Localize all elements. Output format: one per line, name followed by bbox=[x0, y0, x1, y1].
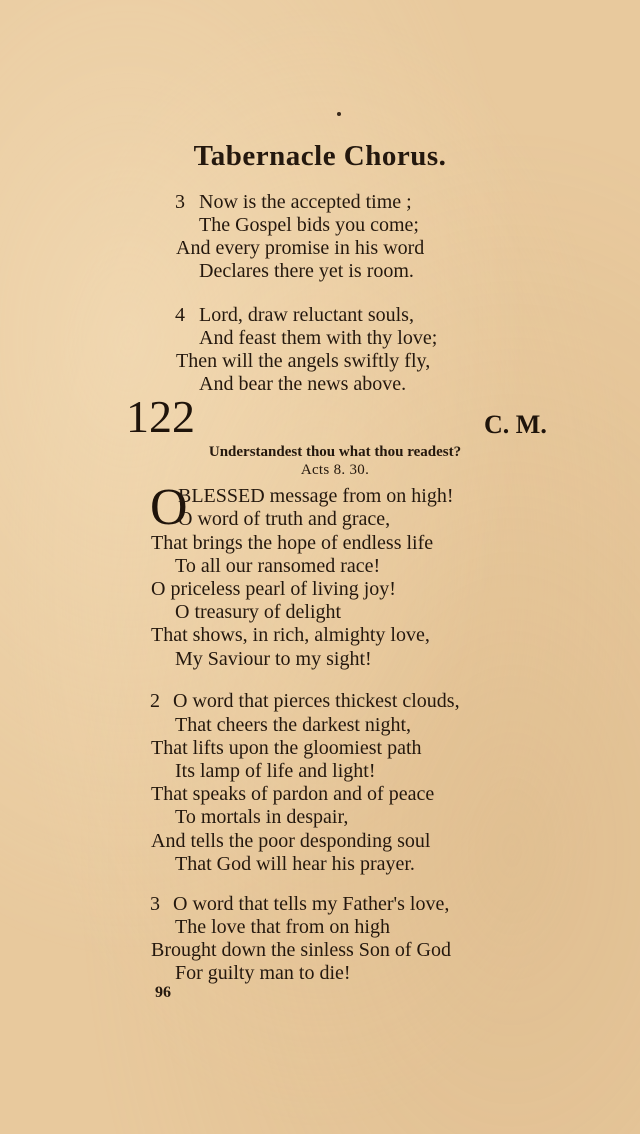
verse-line: That brings the hope of endless life bbox=[151, 532, 434, 554]
verse-line: That cheers the darkest night, bbox=[175, 714, 412, 736]
scripture-reference: Acts 8. 30. bbox=[300, 462, 370, 478]
verse-line: For guilty man to die! bbox=[175, 962, 351, 984]
verse-line: O word that tells my Father's love, bbox=[173, 893, 450, 915]
verse-line: The love that from on high bbox=[175, 916, 390, 938]
verse-line: That lifts upon the gloomiest path bbox=[151, 737, 422, 759]
running-header: Tabernacle Chorus. bbox=[193, 140, 447, 172]
verse-line: And tells the poor desponding soul bbox=[151, 830, 431, 852]
verse-line: My Saviour to my sight! bbox=[175, 648, 372, 670]
stanza-number: 4 bbox=[175, 304, 185, 326]
stanza-number: 3 bbox=[150, 893, 160, 915]
verse-line: O word of truth and grace, bbox=[178, 508, 391, 530]
verse-line: And bear the news above. bbox=[199, 373, 407, 395]
verse-line: And every promise in his word bbox=[176, 237, 425, 259]
verse-line: That shows, in rich, almighty love, bbox=[151, 624, 430, 646]
verse-line: That God will hear his prayer. bbox=[175, 853, 415, 875]
verse-line: Declares there yet is room. bbox=[199, 260, 414, 282]
stanza-number: 3 bbox=[175, 191, 185, 213]
verse-line: That speaks of pardon and of peace bbox=[151, 783, 435, 805]
verse-line: To mortals in despair, bbox=[175, 806, 349, 828]
verse-line: Lord, draw reluctant souls, bbox=[199, 304, 414, 326]
verse-line: O treasury of delight bbox=[175, 601, 342, 623]
verse-line: To all our ransomed race! bbox=[175, 555, 381, 577]
verse-line: BLESSED message from on high! bbox=[178, 485, 454, 507]
hymn-number: 122 bbox=[126, 391, 195, 442]
verse-line: The Gospel bids you come; bbox=[199, 214, 419, 236]
epigraph: Understandest thou what thou readest? bbox=[208, 444, 462, 460]
verse-line: Its lamp of life and light! bbox=[175, 760, 376, 782]
verse-line: Now is the accepted time ; bbox=[199, 191, 412, 213]
stanza-number: 2 bbox=[150, 690, 160, 712]
verse-line: O word that pierces thickest clouds, bbox=[173, 690, 460, 712]
verse-line: And feast them with thy love; bbox=[199, 327, 438, 349]
verse-line: Brought down the sinless Son of God bbox=[151, 939, 451, 961]
printer-mark bbox=[337, 112, 341, 116]
verse-line: Then will the angels swiftly fly, bbox=[176, 350, 431, 372]
page-number: 96 bbox=[155, 984, 171, 1001]
drop-cap: O bbox=[150, 479, 188, 536]
hymn-meter: C. M. bbox=[484, 410, 547, 439]
verse-line: O priceless pearl of living joy! bbox=[151, 578, 396, 600]
